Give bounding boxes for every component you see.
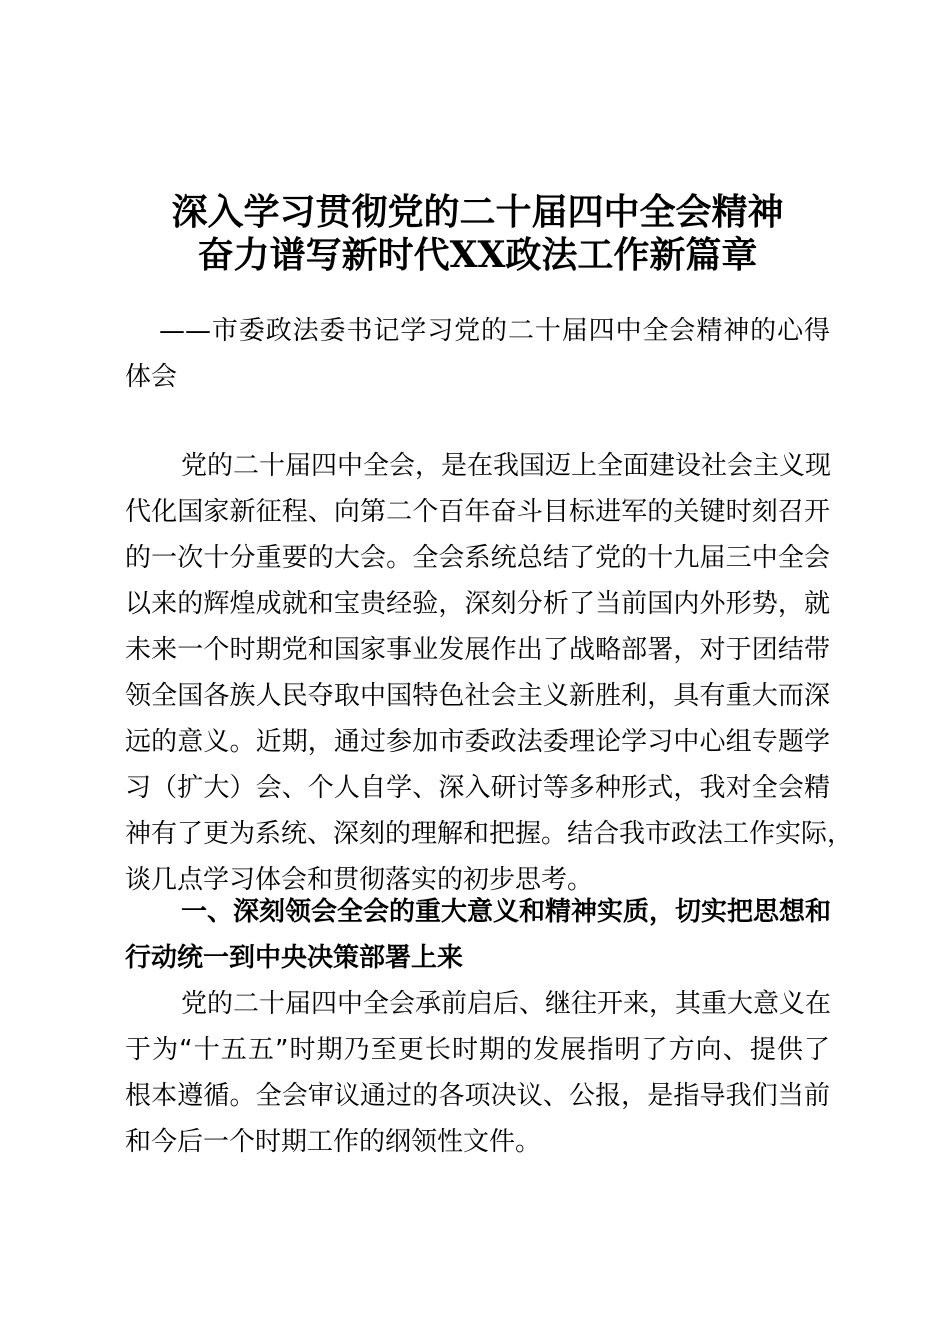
paragraph-line: 谈几点学习体会和贯彻落实的初步思考。	[125, 865, 594, 895]
section-heading-1	[125, 889, 830, 981]
paragraph-intro	[125, 443, 854, 903]
subtitle-line: ——市委政法委书记学习党的二十届四中全会精神的心得	[159, 316, 830, 346]
heading-line: 行动统一到中央决策部署上来	[125, 943, 464, 973]
paragraph-line: 党的二十届四中全会承前启后、继往开来，其重大意义在	[181, 989, 832, 1019]
document-title-line-1: 深入学习贯彻党的二十届四中全会精神	[171, 191, 784, 233]
paragraph-line: 代化国家新征程、向第二个百年奋斗目标进军的关键时刻召开	[125, 497, 830, 527]
paragraph-line: 领全国各族人民夺取中国特色社会主义新胜利，具有重大而深	[125, 681, 830, 711]
paragraph-line: 党的二十届四中全会，是在我国迈上全面建设社会主义现	[181, 451, 832, 481]
paragraph-line: 和今后一个时期工作的纲领性文件。	[125, 1127, 542, 1157]
document-title-line-2: 奋力谱写新时代XX政法工作新篇章	[197, 234, 758, 276]
document-subtitle	[125, 308, 830, 400]
paragraph-section-1	[125, 981, 830, 1165]
paragraph-line: 以来的辉煌成就和宝贵经验，深刻分析了当前国内外形势，就	[125, 589, 830, 619]
heading-line: 一、深刻领会全会的重大意义和精神实质，切实把思想和	[181, 897, 832, 927]
subtitle-line: 体会	[125, 362, 178, 392]
paragraph-line: 的一次十分重要的大会。全会系统总结了党的十九届三中全会	[125, 543, 830, 573]
paragraph-line: 根本遵循。全会审议通过的各项决议、公报，是指导我们当前	[125, 1081, 830, 1111]
paragraph-line: 未来一个时期党和国家事业发展作出了战略部署，对于团结带	[125, 635, 830, 665]
paragraph-line: 神有了更为系统、深刻的理解和把握。结合我市政法工作实际，	[125, 819, 854, 849]
paragraph-line: 远的意义。近期，通过参加市委政法委理论学习中心组专题学	[125, 727, 830, 757]
paragraph-line: 于为“十五五”时期乃至更长时期的发展指明了方向、提供了	[125, 1035, 830, 1065]
paragraph-line: 习（扩大）会、个人自学、深入研讨等多种形式，我对全会精	[125, 773, 830, 803]
